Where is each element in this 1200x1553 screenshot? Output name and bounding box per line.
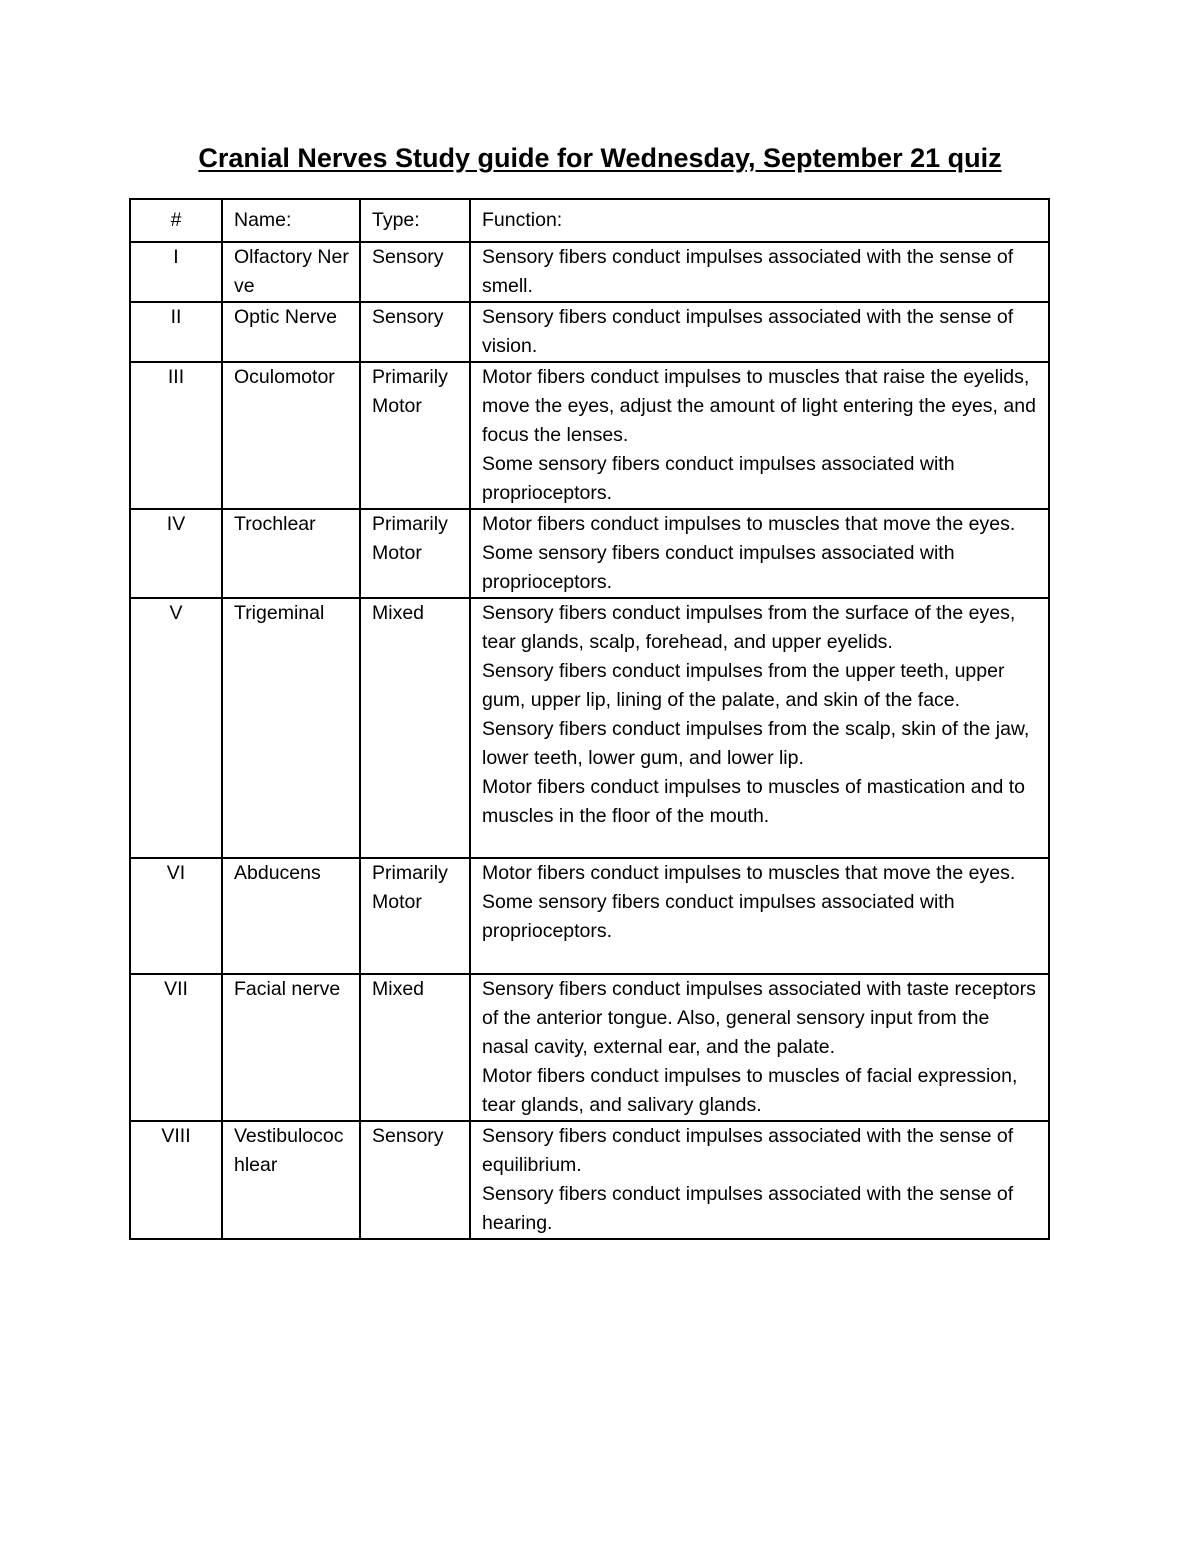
nerve-number: V	[130, 598, 222, 858]
table-body	[130, 242, 1049, 1239]
table-row	[130, 858, 1049, 974]
nerve-function	[470, 509, 1049, 598]
nerve-type: Mixed	[360, 974, 470, 1121]
function-line: Motor fibers conduct impulses to muscles of mastication and to muscles in the floor of the mouth.	[482, 776, 1025, 827]
nerve-function	[470, 242, 1049, 302]
table-row	[130, 1121, 1049, 1239]
header-type: Type:	[360, 199, 470, 242]
nerve-type: Primarily Motor	[360, 509, 470, 598]
function-line: Motor fibers conduct impulses to muscles that move the eyes. Some sensory fibers conduct impulses associated with proprioceptors.	[482, 513, 1016, 593]
function-line: Some sensory fibers conduct impulses associated with proprioceptors.	[482, 453, 955, 504]
table-row	[130, 362, 1049, 509]
nerve-type: Mixed	[360, 598, 470, 858]
nerve-name: Olfactory Nerve	[222, 242, 360, 302]
nerve-number: I	[130, 242, 222, 302]
nerve-function	[470, 858, 1049, 974]
nerve-number: II	[130, 302, 222, 362]
table-row	[130, 974, 1049, 1121]
nerve-name: Abducens	[222, 858, 360, 974]
nerve-name: Facial nerve	[222, 974, 360, 1121]
function-line: Sensory fibers conduct impulses associated with the sense of smell.	[482, 246, 1014, 297]
nerve-number: VIII	[130, 1121, 222, 1239]
nerve-name: Vestibulocochlear	[222, 1121, 360, 1239]
table-row	[130, 242, 1049, 302]
function-line: Motor fibers conduct impulses to muscles of facial expression, tear glands, and salivary glands.	[482, 1065, 1018, 1116]
function-line: Some sensory fibers conduct impulses associated with proprioceptors.	[482, 891, 955, 942]
table-row	[130, 509, 1049, 598]
function-line: Sensory fibers conduct impulses associated with taste receptors of the anterior tongue. Also, general sensory input from the nasal cavity, external ear, and the palate.	[482, 978, 1036, 1058]
cranial-nerves-table	[129, 198, 1050, 1240]
nerve-type: Sensory	[360, 302, 470, 362]
nerve-function	[470, 598, 1049, 858]
header-name: Name:	[222, 199, 360, 242]
nerve-function	[470, 1121, 1049, 1239]
nerve-number: VI	[130, 858, 222, 974]
nerve-function	[470, 302, 1049, 362]
function-line: Sensory fibers conduct impulses associated with the sense of equilibrium.	[482, 1125, 1014, 1176]
table-header-row	[130, 199, 1049, 242]
nerve-function	[470, 362, 1049, 509]
nerve-function	[470, 974, 1049, 1121]
nerve-type: Primarily Motor	[360, 858, 470, 974]
nerve-name: Trigeminal	[222, 598, 360, 858]
table-row	[130, 302, 1049, 362]
function-line: Motor fibers conduct impulses to muscles that move the eyes.	[482, 862, 1016, 884]
nerve-name: Optic Nerve	[222, 302, 360, 362]
function-line: Sensory fibers conduct impulses from the surface of the eyes, tear glands, scalp, forehead, and upper eyelids.	[482, 602, 1016, 653]
nerve-type: Sensory	[360, 1121, 470, 1239]
nerve-name: Oculomotor	[222, 362, 360, 509]
nerve-number: IV	[130, 509, 222, 598]
header-function: Function:	[470, 199, 1049, 242]
header-number: #	[130, 199, 222, 242]
nerve-number: III	[130, 362, 222, 509]
nerve-name: Trochlear	[222, 509, 360, 598]
function-line: Motor fibers conduct impulses to muscles that raise the eyelids, move the eyes, adjust the amount of light entering the eyes, and focus the lenses.	[482, 366, 1036, 446]
nerve-number: VII	[130, 974, 222, 1121]
function-line: Sensory fibers conduct impulses from the scalp, skin of the jaw, lower teeth, lower gum, and lower lip.	[482, 718, 1030, 769]
function-line: Sensory fibers conduct impulses associated with the sense of hearing.	[482, 1183, 1014, 1234]
nerve-type: Primarily Motor	[360, 362, 470, 509]
nerve-type: Sensory	[360, 242, 470, 302]
function-line: Sensory fibers conduct impulses from the upper teeth, upper gum, upper lip, lining of the palate, and skin of the face.	[482, 660, 1005, 711]
page-title: Cranial Nerves Study guide for Wednesday, September 21 quiz	[198, 143, 1002, 173]
function-line: Sensory fibers conduct impulses associated with the sense of vision.	[482, 306, 1014, 357]
table-row	[130, 598, 1049, 858]
